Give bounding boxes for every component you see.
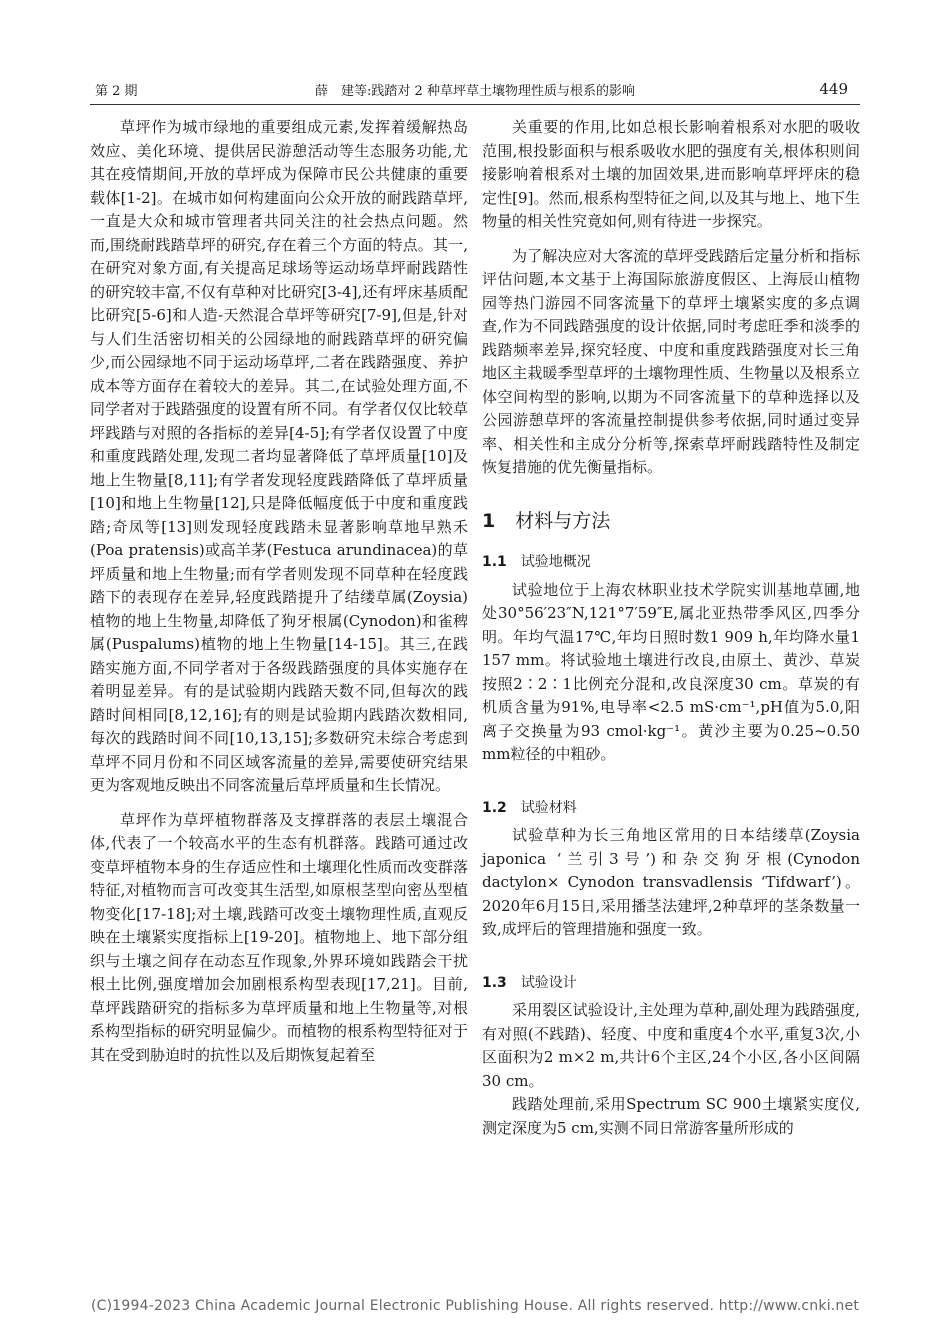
design-paragraph-2: 践踏处理前,采用Spectrum SC 900土壤紧实度仪,测定深度为5 cm,实测不同日常游客量所形成的 [482, 1095, 860, 1137]
page-number: 449 [819, 80, 848, 98]
site-paragraph: 试验地位于上海农林职业技术学院实训基地草圃,地处30°56′23″N,121°7′59″E,属北亚热带季风区,四季分明。年均气温17℃,年均日照时数1 909 h,年均降水量1 157 mm。将试验地土壤进行改良,由原土、黄沙、草炭按照2∶2∶1比例充分混和,改良深度30 cm。草炭的有机质含量为91%,电导率<2.5 mS·cm⁻¹,pH值为5.0,阳离子交换量为93 cmol·kg⁻¹。黄沙主要为0.25~0.50 mm粒径的中粗砂。 [482, 580, 860, 763]
subsection-number: 1.2 [482, 799, 507, 816]
section-heading-materials-methods [482, 510, 860, 534]
intro-paragraph-3: 关重要的作用,比如总根长影响着根系对水肥的吸收范围,根投影面积与根系吸收水肥的强度有关,根体积则间接影响着根系对土壤的加固效果,进而影响草坪坪床的稳定性[9]。然而,根系构型特征之间,以及其与地上、地下生物量的相关性究竟如何,则有待进一步探究。 [482, 118, 860, 230]
subsection-title: 试验地概况 [520, 554, 591, 570]
section-title: 材料与方法 [515, 509, 611, 532]
design-paragraph-1: 采用裂区试验设计,主处理为草种,副处理为践踏强度,有对照(不践踏)、轻度、中度和重度4个水平,重复3次,小区面积为2 m×2 m,共计6个主区,24个小区,各小区间隔30 cm。 [482, 1001, 860, 1090]
materials-paragraph: 试验草种为长三角地区常用的日本结缕草(Zoysia japonica ‘兰引3号’)和杂交狗牙根(Cynodon dactylon× Cynodon transvadlensis ‘Tifdwarf’)。2020年6月15日,采用播茎法建坪,2种草坪的茎条数量一致,成坪后的管理措施和强度一致。 [482, 826, 860, 938]
right-column [482, 116, 860, 1140]
subsection-title: 试验材料 [520, 799, 577, 816]
running-title: 薛 建等:践踏对 2 种草坪草土壤物理性质与根系的影响 [315, 84, 635, 99]
intro-paragraph-2: 草坪作为草坪植物群落及支撑群落的表层土壤混合体,代表了一个较高水平的生态有机群落。践踏可通过改变草坪植物本身的生存适应性和土壤理化性质而改变群落特征,对植物而言可改变其生活型,如原根茎型向密丛型植物变化[17-18];对土壤,践踏可改变土壤物理性质,直观反映在土壤紧实度指标上[19-20]。植物地上、地下部分组织与土壤之间存在动态互作现象,外界环境如践踏会干扰根土比例,强度增加会加剧根系构型表现[17,21]。目前,草坪践踏研究的指标多为草坪质量和地上生物量等,对根系构型指标的研究明显偏少。而植物的根系构型特征对于其在受到胁迫时的抗性以及后期恢复起着至 [90, 810, 468, 1064]
header-issue: 第 2 期 [95, 84, 138, 99]
header-rule [90, 104, 860, 105]
intro-paragraph-1: 草坪作为城市绿地的重要组成元素,发挥着缓解热岛效应、美化环境、提供居民游憩活动等生态服务功能,尤其在疫情期间,开放的草坪成为保障市民公共健康的重要载体[1-2]。在城市如何构建面向公众开放的耐践踏草坪,一直是大众和城市管理者共同关注的社会热点问题。然而,围绕耐践踏草坪的研究,存在着三个方面的特点。其一,在研究对象方面,有关提高足球场等运动场草坪耐践踏性的研究较丰富,不仅有草种对比研究[3-4],还有坪床基质配比研究[5-6]和人造-天然混合草坪等研究[7-9],但是,针对与人们生活密切相关的公园绿地的耐践踏草坪的研究偏少,而公园绿地不同于运动场草坪,二者在践踏强度、养护成本等方面存在着较大的差异。其二,在试验处理方面,不同学者对于践踏强度的设置有所不同。有学者仅仅比较草坪践踏与对照的各指标的差异[4-5];有学者仅设置了中度和重度践踏处理,发现二者均显著降低了草坪质量[10]及地上生物量[8,11];有学者发现轻度践踏降低了草坪质量[10]和地上生物量[12],只是降低幅度低于中度和重度践踏;奇凤等[13]则发现轻度践踏未显著影响草地早熟禾(Poa pratensis)或高羊茅(Festuca arundinacea)的草坪质量和地上生物量;而有学者则发现不同草种在轻度践踏下的表现存在差异,轻度践踏提升了结缕草属(Zoysia)植物的地上生物量,却降低了狗牙根属(Cynodon)和雀稗属(Puspalums)植物的地上生物量[14-15]。其三,在践踏实施方面,不同学者对于各级践踏强度的具体实施存在着明显差异。有的是试验期内践踏天数不同,但每次的践踏时间相同[8,12,16];有的则是试验期内践踏次数相同,每次的践踏时间不同[10,13,15];多数研究未综合考虑到草坪不同月份和不同区域客流量的差异,需要使研究结果更为客观地反映出不同客流量后草坪质量和生长情况。 [90, 118, 468, 794]
subsection-heading-design [482, 972, 860, 996]
subsection-heading-site [482, 551, 860, 575]
section-number: 1 [482, 509, 496, 532]
copyright-footer: (C)1994-2023 China Academic Journal Electronic Publishing House. All rights reserved. http://www.cnki.net [90, 1298, 860, 1314]
subsection-title: 试验设计 [520, 974, 577, 991]
intro-paragraph-4: 为了解决应对大客流的草坪受践踏后定量分析和指标评估问题,本文基于上海国际旅游度假区、上海辰山植物园等热门游园不同客流量下的草坪土壤紧实度的多点调查,作为不同践踏强度的设计依据,同时考虑旺季和淡季的践踏频率差异,探究轻度、中度和重度践踏强度对长三角地区主栽暖季型草坪的土壤物理性质、生物量以及根系立体空间构型的影响,以期为不同客流量下的草种选择以及公园游憩草坪的客流量控制提供参考依据,同时通过变异率、相关性和主成分分析等,探索草坪耐践踏特性及制定恢复措施的优先衡量指标。 [482, 246, 860, 476]
subsection-number: 1.3 [482, 974, 507, 991]
subsection-heading-materials [482, 797, 860, 821]
left-column [90, 116, 468, 1067]
subsection-number: 1.1 [482, 554, 507, 570]
